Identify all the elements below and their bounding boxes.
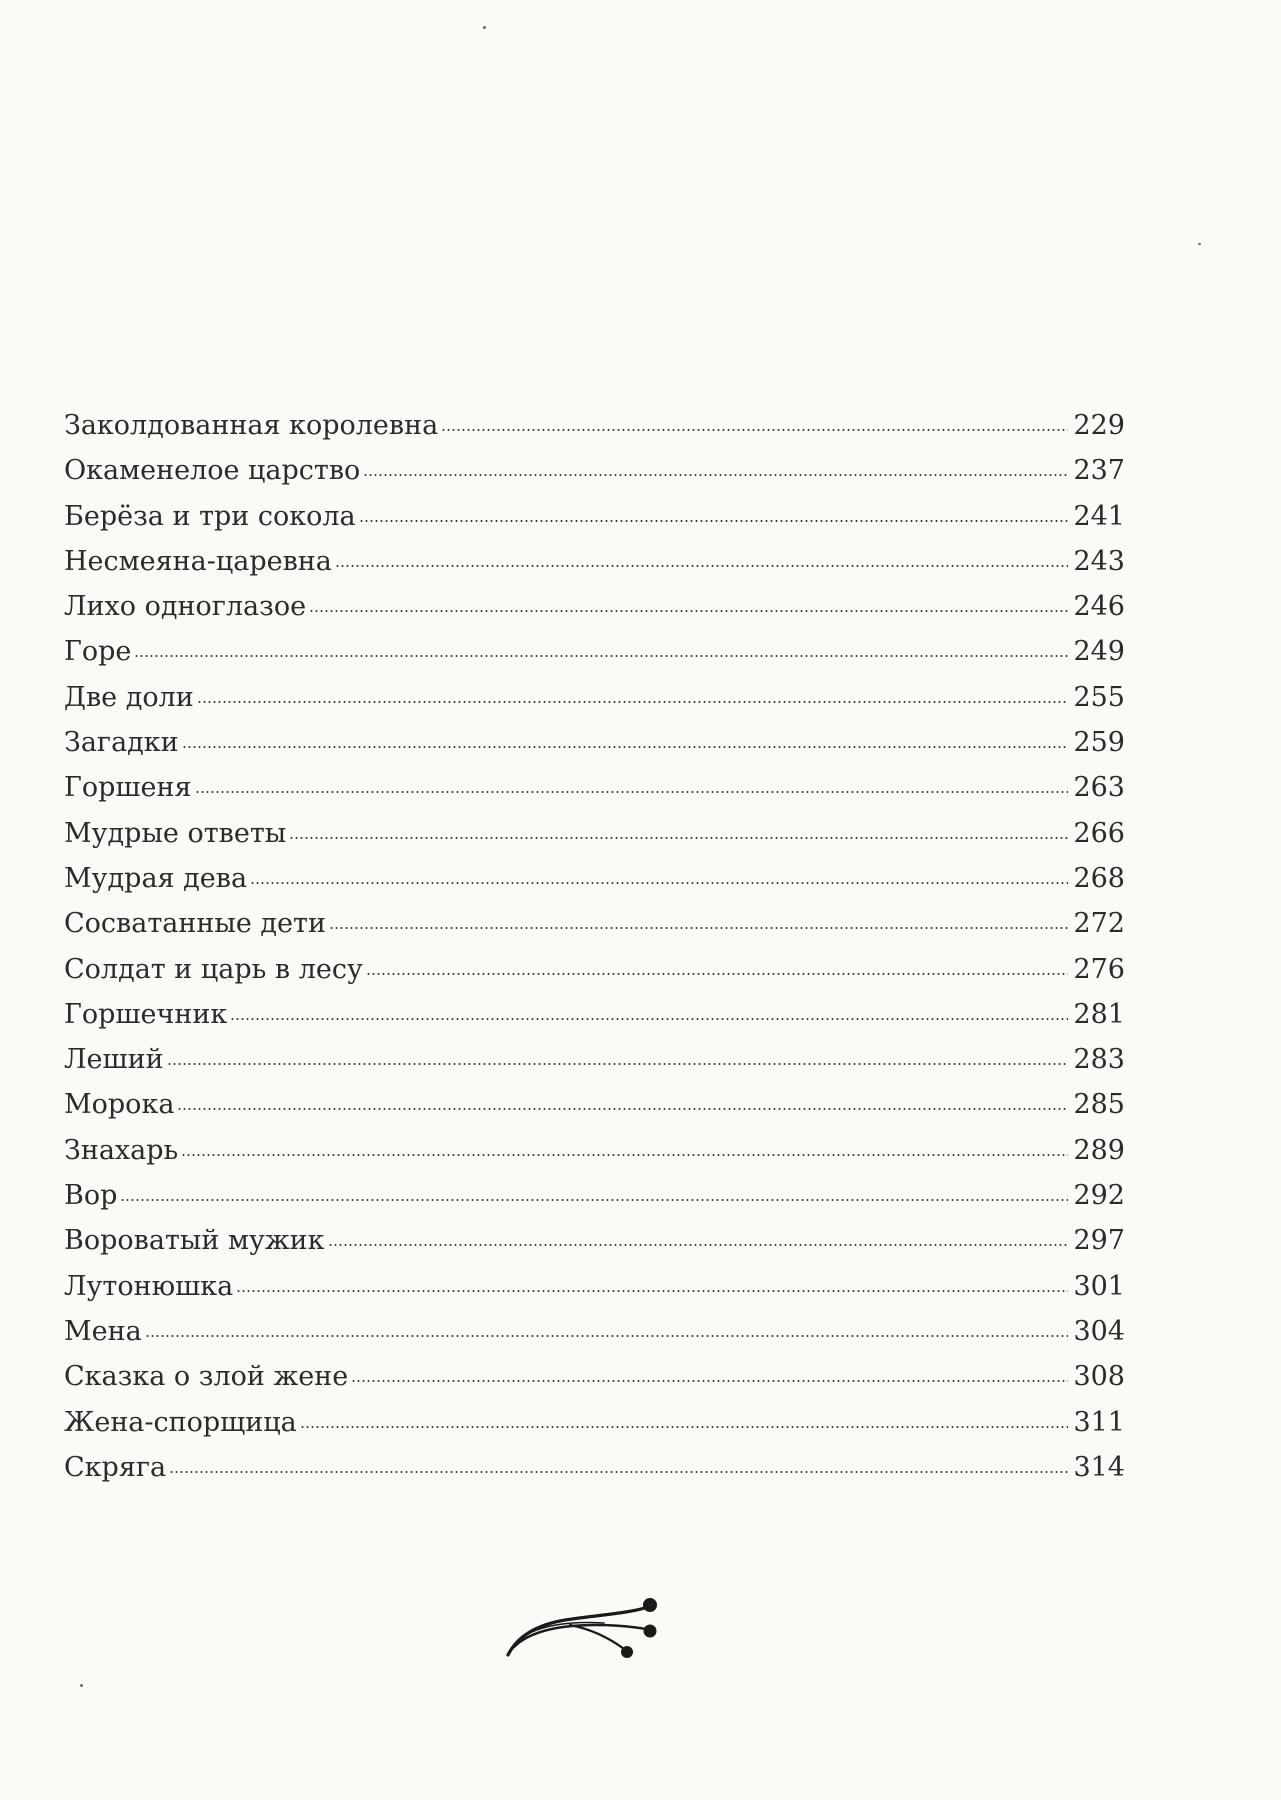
paper-speck (80, 1684, 83, 1687)
table-of-contents (64, 403, 1125, 1490)
toc-entry[interactable] (64, 448, 1125, 493)
toc-leader-dots (441, 428, 1068, 434)
toc-entry[interactable] (64, 720, 1125, 765)
toc-entry-page: 292 (1073, 1180, 1125, 1212)
toc-entry-page: 229 (1073, 410, 1125, 441)
toc-entry-title: Мудрые ответы (64, 817, 287, 849)
toc-entry-title: Жена-спорщица (64, 1406, 297, 1438)
toc-leader-dots (120, 1198, 1068, 1204)
toc-entry-title: Вороватый мужик (64, 1225, 325, 1257)
toc-entry-page: 297 (1073, 1225, 1125, 1257)
toc-entry[interactable] (64, 1082, 1125, 1127)
toc-entry-title: Вор (64, 1180, 118, 1212)
toc-entry-title: Солдат и царь в лесу (64, 953, 363, 985)
toc-leader-dots (289, 836, 1068, 842)
toc-entry[interactable] (64, 1354, 1125, 1399)
toc-entry[interactable] (64, 947, 1125, 992)
toc-entry-title: Горе (64, 636, 132, 668)
toc-entry-page: 272 (1073, 908, 1125, 940)
toc-entry-page: 285 (1073, 1089, 1125, 1121)
toc-entry-title: Загадки (64, 727, 179, 759)
toc-entry[interactable] (64, 901, 1125, 946)
toc-leader-dots (182, 745, 1068, 751)
toc-leader-dots (167, 1062, 1068, 1068)
toc-leader-dots (309, 609, 1068, 615)
toc-entry-title: Заколдованная королевна (64, 410, 439, 441)
toc-entry-page: 314 (1073, 1451, 1125, 1483)
toc-entry-title: Горшечник (64, 998, 228, 1030)
toc-leader-dots (329, 926, 1068, 932)
toc-leader-dots (181, 1153, 1068, 1159)
toc-entry-page: 266 (1073, 817, 1125, 849)
toc-leader-dots (335, 564, 1068, 570)
toc-entry-title: Сосватанные дети (64, 908, 326, 940)
toc-entry-title: Несмеяна-царевна (64, 545, 332, 577)
toc-entry-page: 246 (1073, 591, 1125, 623)
toc-entry-page: 241 (1073, 500, 1125, 532)
toc-entry-title: Знахарь (64, 1134, 179, 1166)
toc-entry-page: 259 (1073, 727, 1125, 759)
toc-entry-title: Скряга (64, 1451, 167, 1483)
toc-entry[interactable] (64, 629, 1125, 674)
toc-entry[interactable] (64, 539, 1125, 584)
toc-entry-title: Мудрая дева (64, 862, 248, 894)
toc-entry[interactable] (64, 494, 1125, 539)
toc-entry[interactable] (64, 1445, 1125, 1490)
toc-entry-title: Лутонюшка (64, 1270, 234, 1302)
toc-entry[interactable] (64, 403, 1125, 448)
toc-leader-dots (134, 654, 1068, 660)
toc-entry-page: 281 (1073, 998, 1125, 1030)
toc-entry-page: 255 (1073, 681, 1125, 713)
paper-speck (483, 26, 486, 29)
toc-entry-title: Берёза и три сокола (64, 500, 356, 532)
toc-entry-title: Мена (64, 1315, 142, 1347)
toc-entry-title: Морока (64, 1089, 175, 1121)
toc-entry[interactable] (64, 856, 1125, 901)
toc-leader-dots (366, 972, 1068, 978)
toc-entry[interactable] (64, 584, 1125, 629)
toc-entry-title: Лихо одноглазое (64, 591, 307, 623)
toc-entry[interactable] (64, 1173, 1125, 1218)
toc-leader-dots (363, 473, 1068, 479)
toc-entry-page: 263 (1073, 772, 1125, 804)
toc-entry[interactable] (64, 1218, 1125, 1263)
toc-entry-page: 237 (1073, 455, 1125, 487)
toc-entry[interactable] (64, 1128, 1125, 1173)
toc-entry[interactable] (64, 992, 1125, 1037)
toc-entry-page: 276 (1073, 953, 1125, 985)
toc-leader-dots (359, 519, 1068, 525)
toc-entry[interactable] (64, 1264, 1125, 1309)
toc-entry[interactable] (64, 1309, 1125, 1354)
floral-sprig-icon (500, 1585, 670, 1665)
toc-entry[interactable] (64, 811, 1125, 856)
toc-entry-title: Леший (64, 1044, 164, 1076)
toc-entry-page: 283 (1073, 1044, 1125, 1076)
toc-entry[interactable] (64, 675, 1125, 720)
toc-leader-dots (177, 1107, 1068, 1113)
toc-leader-dots (169, 1470, 1068, 1476)
toc-entry-page: 289 (1073, 1134, 1125, 1166)
toc-entry-title: Окаменелое царство (64, 455, 361, 487)
toc-entry-page: 304 (1073, 1315, 1125, 1347)
toc-leader-dots (351, 1379, 1068, 1385)
toc-entry-page: 268 (1073, 862, 1125, 894)
toc-entry-page: 308 (1073, 1361, 1125, 1393)
toc-entry-page: 301 (1073, 1270, 1125, 1302)
toc-entry[interactable] (64, 1037, 1125, 1082)
toc-leader-dots (236, 1289, 1068, 1295)
toc-leader-dots (195, 790, 1068, 796)
toc-entry-title: Сказка о злой жене (64, 1361, 349, 1393)
toc-leader-dots (328, 1243, 1068, 1249)
toc-entry-title: Горшеня (64, 772, 192, 804)
toc-leader-dots (300, 1425, 1068, 1431)
toc-leader-dots (250, 881, 1068, 887)
toc-leader-dots (197, 700, 1068, 706)
toc-leader-dots (145, 1334, 1068, 1340)
paper-speck (1198, 243, 1201, 245)
toc-entry-page: 311 (1073, 1406, 1125, 1438)
toc-leader-dots (230, 1017, 1068, 1023)
toc-entry[interactable] (64, 1400, 1125, 1445)
toc-entry-page: 249 (1073, 636, 1125, 668)
toc-entry-page: 243 (1073, 545, 1125, 577)
toc-entry[interactable] (64, 765, 1125, 810)
toc-entry-title: Две доли (64, 681, 194, 713)
